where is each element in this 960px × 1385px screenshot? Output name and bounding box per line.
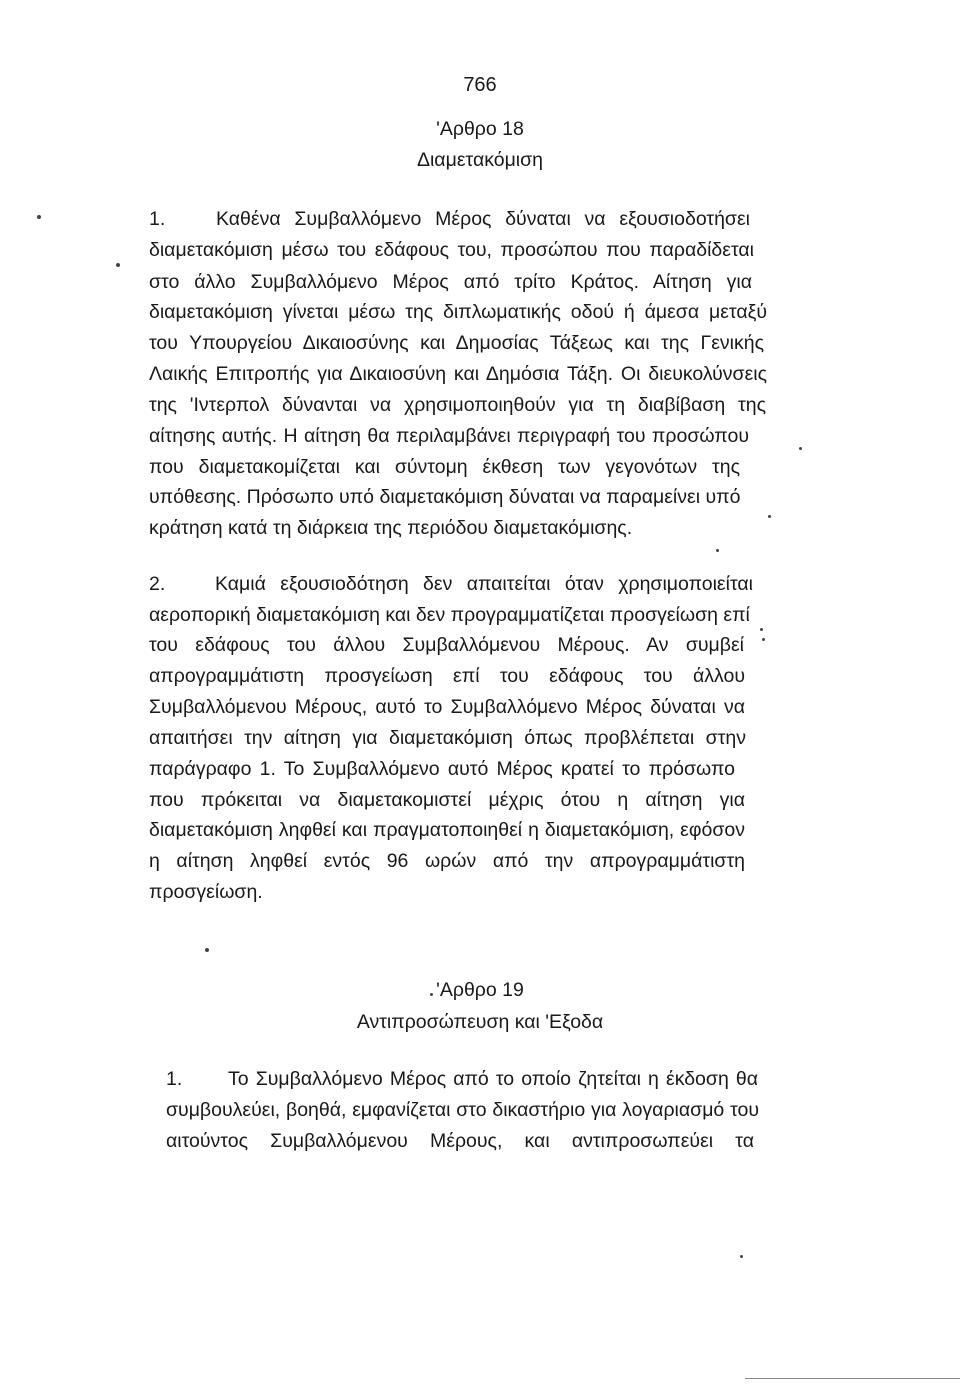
text-line: αιτούντος Συμβαλλόμενου Μέρους, και αντιπροσωπεύει τα — [166, 1130, 754, 1152]
text-line: της 'Ιντερπολ δύνανται να χρησιμοποιηθούν για τη διαβίβαση της — [149, 394, 766, 416]
scan-speck — [37, 215, 41, 219]
text-line: απαιτήσει την αίτηση για διαμετακόμιση όπως προβλέπεται στην — [149, 727, 746, 749]
article-18-title: Διαμετακόμιση — [416, 149, 544, 171]
text-line: αίτησης αυτής. Η αίτηση θα περιλαμβάνει περιγραφή του προσώπου — [149, 425, 749, 447]
text-line: διαμετακόμιση μέσω του εδάφους του, προσώπου που παραδίδεται — [149, 239, 754, 261]
text-line: παράγραφο 1. Το Συμβαλλόμενο αυτό Μέρος κρατεί το πρόσωπο — [149, 758, 735, 780]
text-line: αεροπορική διαμετακόμιση και δεν προγραμματίζεται προσγείωση επί — [149, 604, 750, 626]
text-line: συμβουλεύει, βοηθά, εμφανίζεται στο δικαστήριο για λογαριασμό του — [166, 1099, 759, 1121]
text-line: Καμιά εξουσιοδότηση δεν απαιτείται όταν χρησιμοποιείται — [215, 573, 753, 595]
text-line: διαμετακόμιση γίνεται μέσω της διπλωματικής οδού ή άμεσα μεταξύ — [149, 301, 767, 323]
text-line: κράτηση κατά τη διάρκεια της περιόδου διαμετακόμισης. — [149, 517, 633, 539]
text-line: Το Συμβαλλόμενο Μέρος από το οποίο ζητείται η έκδοση θα — [228, 1068, 758, 1090]
text-line: διαμετακόμιση ληφθεί και πραγματοποιηθεί η διαμετακόμιση, εφόσον — [149, 819, 745, 841]
scan-speck — [762, 638, 765, 641]
text-line: Συμβαλλόμενου Μέρους, αυτό το Συμβαλλόμενο Μέρος δύναται να — [149, 696, 745, 718]
article-19-heading: 'Αρθρο 19 — [436, 979, 524, 1001]
scan-speck — [205, 948, 209, 952]
text-line: Λαικής Επιτροπής για Δικαιοσύνη και Δημόσια Τάξη. Οι διευκολύνσεις — [149, 363, 767, 385]
scan-speck — [430, 993, 433, 996]
text-line: στο άλλο Συμβαλλόμενο Μέρος από τρίτο Κράτος. Αίτηση για — [149, 271, 752, 293]
text-line: Καθένα Συμβαλλόμενο Μέρος δύναται να εξουσιοδοτήσει — [216, 208, 750, 230]
text-line: προσγείωση. — [149, 881, 263, 903]
text-line: που διαμετακομίζεται και σύντομη έκθεση των γεγονότων της — [149, 456, 740, 478]
text-line: που πρόκειται να διαμετακομιστεί μέχρις ότου η αίτηση για — [149, 789, 745, 811]
text-line: του Υπουργείου Δικαιοσύνης και Δημοσίας Τάξεως και της Γενικής — [149, 332, 764, 354]
paragraph-number: 1. — [149, 208, 166, 230]
text-line: απρογραμμάτιστη προσγείωση επί του εδάφους του άλλου — [149, 665, 745, 687]
scan-speck — [768, 515, 771, 518]
text-line: του εδάφους του άλλου Συμβαλλόμενου Μέρους. Αν συμβεί — [149, 634, 744, 656]
paragraph-number: 1. — [166, 1068, 183, 1090]
scan-speck — [760, 628, 763, 631]
article-19-title: Αντιπροσώπευση και 'Εξοδα — [356, 1011, 604, 1033]
scan-speck — [799, 447, 802, 450]
article-18-heading: 'Αρθρο 18 — [436, 118, 524, 140]
text-line: υπόθεσης. Πρόσωπο υπό διαμετακόμιση δύναται να παραμείνει υπό — [149, 486, 741, 508]
scan-edge-line — [745, 1378, 960, 1379]
text-line: η αίτηση ληφθεί εντός 96 ωρών από την απρογραμμάτιστη — [149, 850, 745, 872]
paragraph-number: 2. — [149, 573, 166, 595]
scan-speck — [740, 1255, 743, 1258]
page-number: 766 — [463, 74, 497, 96]
scan-speck — [716, 549, 719, 552]
scan-speck — [116, 263, 120, 267]
